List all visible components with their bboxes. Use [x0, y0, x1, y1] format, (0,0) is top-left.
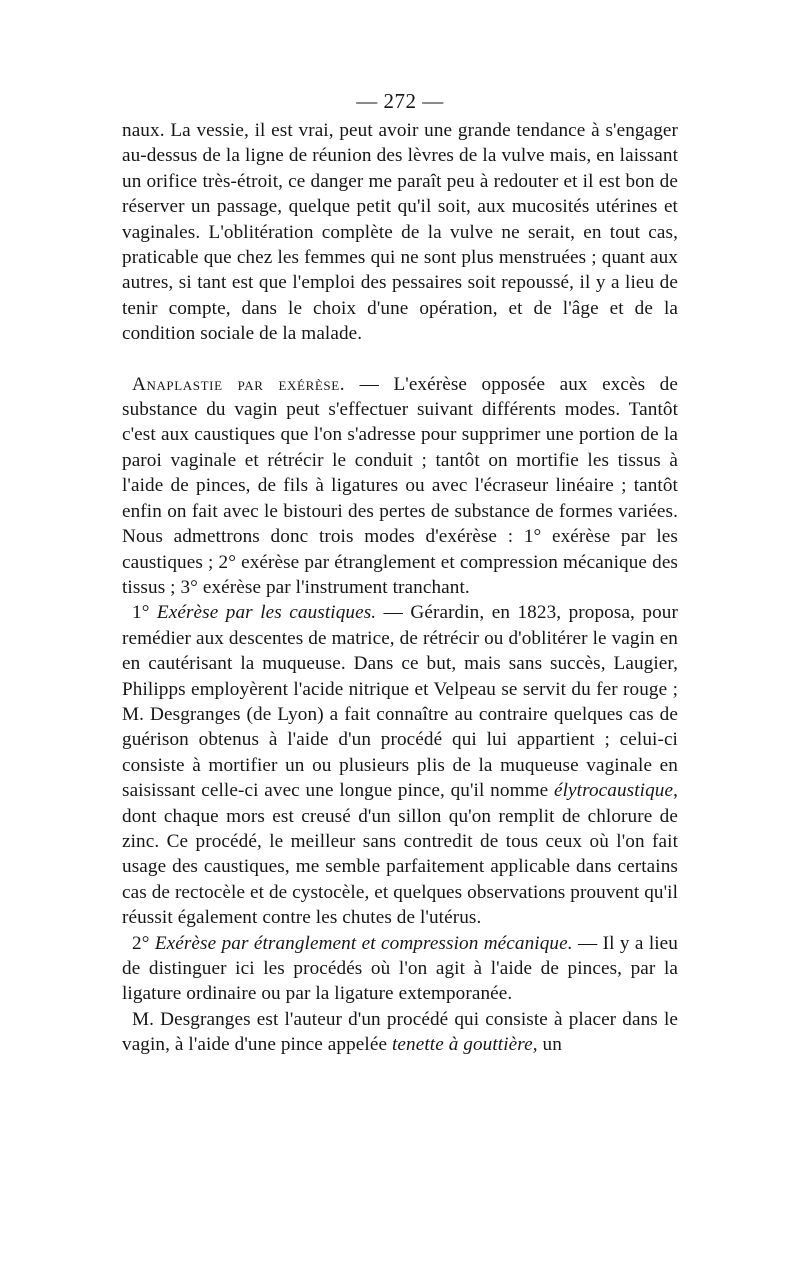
- paragraph-desgranges-text-b: , un: [532, 1034, 562, 1056]
- section-number-1: 1°: [132, 602, 157, 624]
- section-heading-anaplastie: Anaplastie par exérèse.: [132, 373, 346, 395]
- paragraph-desgranges-text-a: M. Desgranges est l'auteur d'un procédé qui consiste à placer dans le vagin, à l'aide d'une pince appelée: [122, 1008, 678, 1056]
- book-page: [122, 88, 678, 1058]
- page-number: — 272 —: [356, 89, 444, 113]
- paragraph-caustiques-text-b: , dont chaque mors est creusé d'un sillon qu'on remplit de chlorure de zinc. Ce procédé, le meilleur sans contredit de tous ceux où l'on fait usage des caustiques, me semble parfaitement applicable dans certains cas de rectocèle et de cystocèle, et quelques observations prouvent qu'il réussit également contre les chutes de l'utérus.: [122, 780, 678, 929]
- paragraph-anaplastie-text: — L'exérèse opposée aux excès de substance du vagin peut s'effectuer suivant différents modes. Tantôt c'est aux caustiques que l'on s'adresse pour supprimer une portion de la paroi vaginale et rétrécir le conduit ; tantôt on mortifie les tissus à l'aide de pinces, de fils à ligatures ou avec l'écraseur linéaire ; tantôt enfin on fait avec le bistouri des pertes de substance de formes variées. Nous admettrons donc trois modes d'exérèse : 1° exérèse par les caustiques ; 2° exérèse par étranglement et compression mécanique des tissus ; 3° exérèse par l'instrument tranchant.: [122, 373, 678, 598]
- subheading-caustiques: Exérèse par les caustiques.: [156, 602, 377, 624]
- subheading-etranglement: Exérèse par étranglement et compression mécanique.: [154, 932, 573, 954]
- paragraph-anaplastie: [122, 372, 678, 601]
- paragraph-caustiques-text-a: — Gérardin, en 1823, proposa, pour remédier aux descentes de matrice, de rétrécir ou d'oblitérer le vagin en en cautérisant la muqueuse. Dans ce but, mais sans succès, Laugier, Philipps employèrent l'acide nitrique et Velpeau se servit du fer rouge ; M. Desgranges (de Lyon) a fait connaître au contraire quelques cas de guérison obtenus à l'aide d'un procédé qui lui appartient ; celui-ci consiste à mortifier un ou plusieurs plis de la muqueuse vaginale en saisissant celle-ci avec une longue pince, qu'il nomme: [122, 602, 678, 802]
- term-elytrocaustique: élytrocaustique: [554, 780, 674, 802]
- paragraph-etranglement-text: — Il y a lieu de distinguer ici les procédés où l'on agit à l'aide de pinces, par la ligature ordinaire ou par la ligature extemporanée.: [122, 932, 678, 1005]
- term-tenette: tenette à gouttière: [391, 1034, 533, 1056]
- paragraph-1: naux. La vessie, il est vrai, peut avoir une grande tendance à s'engager au-dessus de la ligne de réunion des lèvres de la vulve mais, en laissant un orifice très-étroit, ce danger me paraît peu à redouter et il est bon de réserver un passage, quelque petit qu'il soit, aux mucosités utérines et vaginales. L'oblitération complète de la vulve ne serait, en tout cas, praticable que chez les femmes qui ne sont plus menstruées ; quant aux autres, si tant est que l'emploi des pessaires soit repoussé, il y a lieu de tenir compte, dans le choix d'une opération, et de l'âge et de la condition sociale de la malade.: [122, 120, 678, 345]
- paragraph-etranglement: [122, 931, 678, 1007]
- section-number-2: 2°: [132, 932, 155, 954]
- paragraph-caustiques: [122, 600, 678, 930]
- paragraph-desgranges: [122, 1007, 678, 1058]
